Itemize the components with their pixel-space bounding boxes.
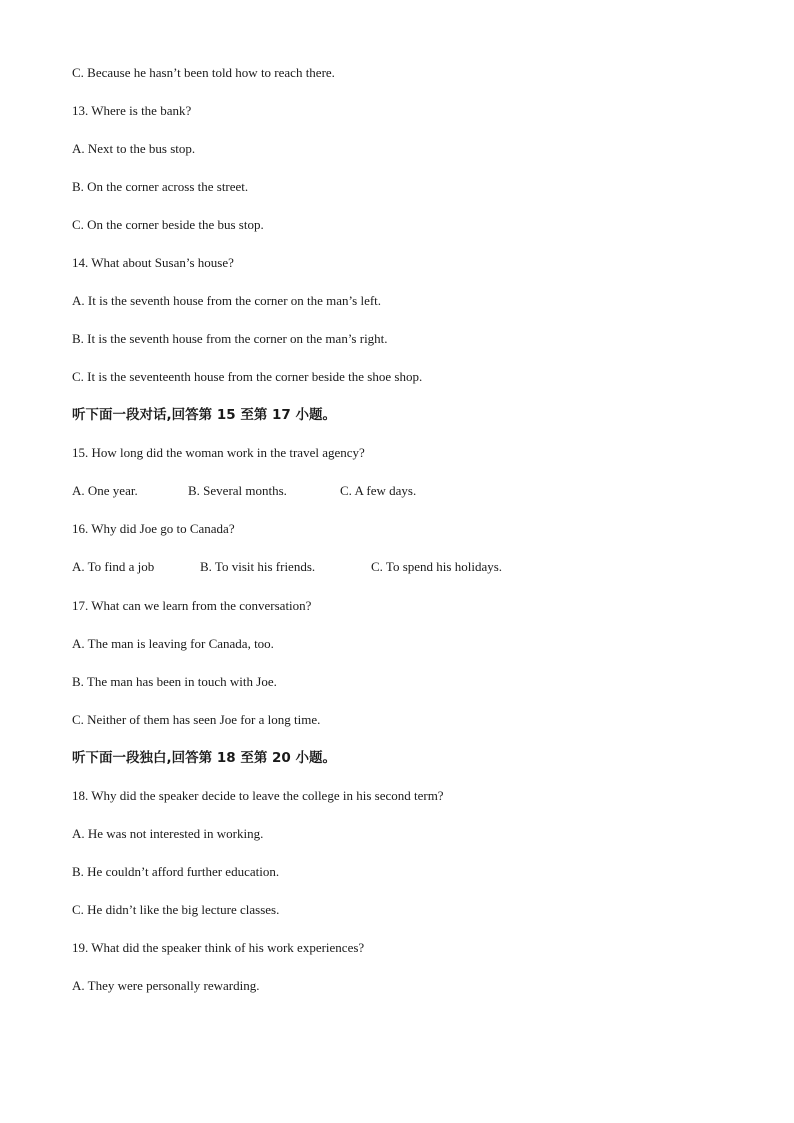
q14-option-a: A. It is the seventh house from the corner on the man’s left. <box>72 293 382 308</box>
q14-option-c: C. It is the seventeenth house from the corner beside the shoe shop. <box>72 369 423 384</box>
q18-option-a: A. He was not interested in working. <box>72 826 264 841</box>
q12-option-c: C. Because he hasn’t been told how to reach there. <box>72 65 335 80</box>
q16-option-b: B. To visit his friends. <box>200 559 316 574</box>
q13-question: 13. Where is the bank? <box>72 103 192 118</box>
q17-option-c: C. Neither of them has seen Joe for a long time. <box>72 712 321 727</box>
q15-option-a: A. One year. <box>72 483 138 498</box>
q17-option-a: A. The man is leaving for Canada, too. <box>72 636 274 651</box>
q19-option-a: A. They were personally rewarding. <box>72 978 260 993</box>
q13-option-c: C. On the corner beside the bus stop. <box>72 217 264 232</box>
q16-option-a: A. To find a job <box>72 559 155 574</box>
q18-question: 18. Why did the speaker decide to leave the college in his second term? <box>72 788 444 803</box>
q13-option-a: A. Next to the bus stop. <box>72 141 196 156</box>
q18-option-c: C. He didn’t like the big lecture classes. <box>72 902 280 917</box>
q14-question: 14. What about Susan’s house? <box>72 255 234 270</box>
q18-option-b: B. He couldn’t afford further education. <box>72 864 280 879</box>
q16-question: 16. Why did Joe go to Canada? <box>72 521 235 536</box>
q15-options-row <box>72 483 572 499</box>
q16-option-c: C. To spend his holidays. <box>371 559 503 574</box>
q15-option-c: C. A few days. <box>340 483 417 498</box>
q13-option-b: B. On the corner across the street. <box>72 179 249 194</box>
q17-question: 17. What can we learn from the conversation? <box>72 598 312 613</box>
q17-option-b: B. The man has been in touch with Joe. <box>72 674 277 689</box>
section-heading-dialogue: 听下面一段对话,回答第 15 至第 17 小题。 <box>72 407 337 423</box>
q15-option-b: B. Several months. <box>188 483 287 498</box>
q16-options-row <box>72 559 572 575</box>
q14-option-b: B. It is the seventh house from the corner on the man’s right. <box>72 331 388 346</box>
section-heading-monologue: 听下面一段独白,回答第 18 至第 20 小题。 <box>72 750 337 766</box>
q15-question: 15. How long did the woman work in the travel agency? <box>72 445 365 460</box>
q19-question: 19. What did the speaker think of his work experiences? <box>72 940 365 955</box>
